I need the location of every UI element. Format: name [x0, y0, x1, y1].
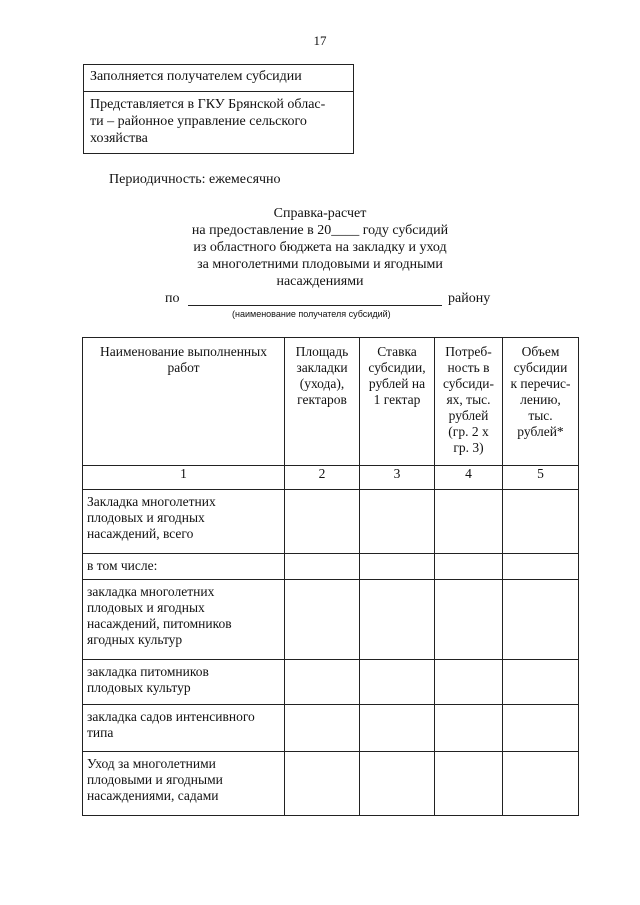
- header-area: Площадь закладки (ухода), гектаров: [285, 338, 360, 466]
- table-cell[interactable]: [285, 490, 360, 554]
- submitted-to-note: Представляется в ГКУ Брянской облас- ти – районное управление сельского хозяйства: [84, 91, 353, 153]
- row-label: закладка питомников плодовых культур: [83, 660, 285, 705]
- row-label: закладка садов интенсивного типа: [83, 705, 285, 752]
- table-cell[interactable]: [360, 660, 435, 705]
- table-cell[interactable]: [435, 705, 503, 752]
- district-blank-line[interactable]: [188, 305, 442, 306]
- table-cell[interactable]: [285, 752, 360, 816]
- table-cell[interactable]: [360, 752, 435, 816]
- table-row: [83, 752, 579, 816]
- table-cell[interactable]: [285, 705, 360, 752]
- table-header-row: [83, 338, 579, 466]
- header-need: Потреб- ность в субсиди- ях, тыс. рублей (гр. 2 х гр. 3): [435, 338, 503, 466]
- table-cell[interactable]: [360, 580, 435, 660]
- table-cell[interactable]: [360, 490, 435, 554]
- column-number: 1: [83, 466, 285, 490]
- row-label: в том числе:: [83, 554, 285, 580]
- table-cell[interactable]: [360, 554, 435, 580]
- title-line-5: насаждениями: [276, 274, 364, 289]
- table-cell[interactable]: [435, 554, 503, 580]
- district-prefix: по: [165, 291, 180, 306]
- header-work-name: Наименование выполненных работ: [83, 338, 285, 466]
- periodicity-text: Периодичность: ежемесячно: [109, 172, 281, 187]
- district-suffix: району: [448, 291, 491, 306]
- table-row: [83, 580, 579, 660]
- column-number: 2: [285, 466, 360, 490]
- header-rate: Ставка субсидии, рублей на 1 гектар: [360, 338, 435, 466]
- table-cell[interactable]: [503, 580, 579, 660]
- table-cell[interactable]: [285, 554, 360, 580]
- table-row: [83, 660, 579, 705]
- row-label: Уход за многолетними плодовыми и ягодными насаждениями, садами: [83, 752, 285, 816]
- district-caption: (наименование получателя субсидий): [232, 309, 391, 319]
- title-line-2: на предоставление в 20____ году субсидий: [191, 223, 449, 238]
- title-line-1: Справка-расчет: [273, 206, 367, 221]
- district-field: [165, 291, 505, 311]
- document-title: [150, 205, 490, 290]
- table-cell[interactable]: [285, 580, 360, 660]
- table-cell[interactable]: [503, 660, 579, 705]
- subsidy-calculation-table: [82, 337, 579, 816]
- table-cell[interactable]: [503, 752, 579, 816]
- row-label: закладка многолетних плодовых и ягодных насаждений, питомников ягодных культур: [83, 580, 285, 660]
- column-number-row: [83, 466, 579, 490]
- table-cell[interactable]: [503, 705, 579, 752]
- table-row: [83, 705, 579, 752]
- table-cell[interactable]: [435, 660, 503, 705]
- row-label: Закладка многолетних плодовых и ягодных насаждений, всего: [83, 490, 285, 554]
- title-line-3: из областного бюджета на закладку и уход: [193, 240, 447, 255]
- table-cell[interactable]: [360, 705, 435, 752]
- column-number: 4: [435, 466, 503, 490]
- header-info-box: [83, 64, 354, 154]
- table-cell[interactable]: [503, 554, 579, 580]
- table-row: [83, 554, 579, 580]
- table-cell[interactable]: [435, 490, 503, 554]
- column-number: 5: [503, 466, 579, 490]
- column-number: 3: [360, 466, 435, 490]
- table-cell[interactable]: [503, 490, 579, 554]
- table-cell[interactable]: [435, 752, 503, 816]
- table-cell[interactable]: [435, 580, 503, 660]
- table-cell[interactable]: [285, 660, 360, 705]
- title-line-4: за многолетними плодовыми и ягодными: [197, 257, 443, 272]
- table-row: [83, 490, 579, 554]
- filled-by-note: Заполняется получателем субсидии: [90, 69, 302, 84]
- header-transfer-amount: Объем субсидии к перечис- лению, тыс. рублей*: [503, 338, 579, 466]
- page-number: 17: [313, 33, 327, 48]
